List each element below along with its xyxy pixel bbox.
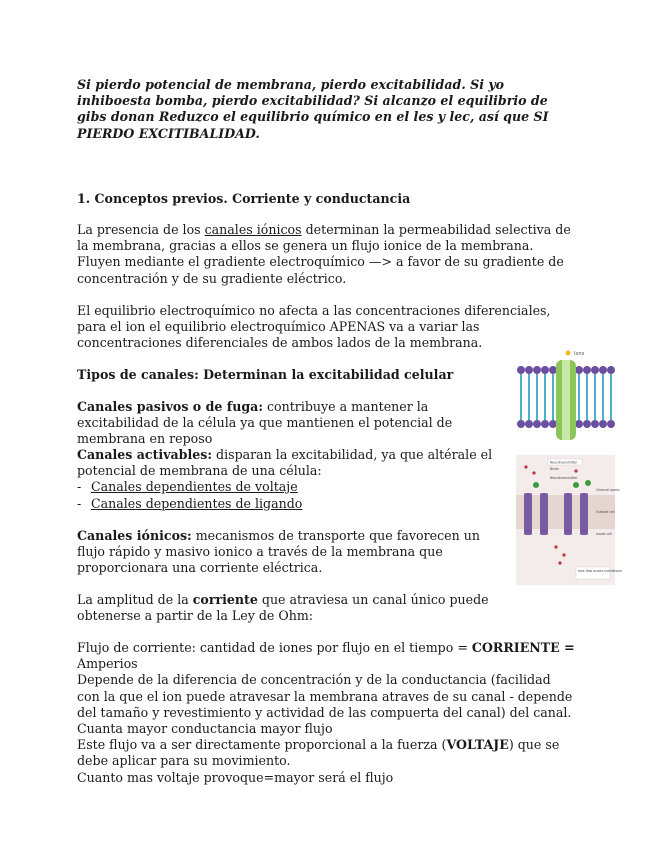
flujo-before: Flujo de corriente: cantidad de iones por flujo en el tiempo = — [77, 640, 472, 655]
line-mas-voltaje: Cuanto mas voltaje provoque=mayor será el flujo — [77, 769, 394, 785]
amplitud-after: que atraviesa un canal único puede obtenerse a partir de la Ley de Ohm: — [77, 592, 489, 624]
fig2-label-2: Neurotransmitter — [550, 476, 578, 480]
section-canales-activables — [77, 447, 502, 512]
flujo-bold: CORRIENTE = — [471, 640, 575, 655]
label-canales-activables: Canales activables: — [77, 447, 213, 462]
line-conductancia: Cuanta mayor conductancia mayor flujo — [77, 721, 333, 737]
paragraph-canales-activables — [77, 447, 502, 479]
section-flujo-corriente — [77, 640, 577, 786]
membrane-channel-figure — [516, 346, 615, 451]
fig1-label: Ions — [574, 351, 585, 357]
paragraph-canales-pasivos — [77, 399, 502, 448]
text-canales-activables: disparan la excitabilidad, ya que altérale el potencial de membrana de una célula: — [77, 447, 493, 479]
fig2-label-5: Inside cell — [596, 532, 612, 536]
fig2-label-0: Neurotransmitter — [550, 460, 578, 465]
fig2-label-6: Ions flow across membrane — [578, 569, 622, 573]
voltaje-bold: VOLTAJE — [446, 737, 509, 753]
line-depende: Depende de la diferencia de concentración y de la conductancia (facilidad con la que el ion puede atravesar la membrana atraves de su canal - depende del tamaño y revestimiento y actividad de las compuerta del canal) del canal. — [77, 672, 573, 720]
list-item — [77, 479, 502, 495]
p1-before: La presencia de los — [77, 222, 205, 237]
line-voltaje — [77, 737, 577, 769]
paragraph-canales-ionicos — [77, 528, 507, 577]
line-flujo — [77, 640, 577, 672]
label-canales-ionicos: Canales iónicos: — [77, 528, 192, 543]
fig2-label-4: Outside cell — [596, 510, 615, 514]
ligand-gated-channel-figure — [516, 455, 622, 585]
section-heading-conceptos: 1. Conceptos previos. Corriente y conductancia — [77, 191, 411, 206]
paragraph-amplitud — [77, 592, 507, 624]
intro-paragraph — [77, 77, 567, 142]
fig2-label-1: Binds — [550, 467, 559, 471]
paragraph-equilibrio: El equilibrio electroquímico no afecta a las concentraciones diferenciales, para el ion el equilibrio electroquímico APENAS va a variar las concentraciones diferenciales de ambos lados de la membrana. — [77, 303, 551, 351]
link-canales-voltaje[interactable]: Canales dependientes de voltaje — [91, 479, 298, 495]
list-canales-activables — [77, 479, 502, 511]
amplitud-before: La amplitud de la — [77, 592, 193, 607]
list-item — [77, 496, 502, 512]
text-canales-pasivos: contribuye a mantener la excitabilidad de la célula ya que mantienen el potencial de membrana en reposo — [77, 399, 453, 447]
intro-emphasis: SI PIERDO EXCITIBALIDAD. — [77, 109, 549, 141]
amplitud-bold: corriente — [192, 592, 258, 607]
text-canales-ionicos: mecanismos de transporte que favorecen un flujo rápido y masivo ionico a través de la membrana que proporcionara una corriente eléctrica. — [77, 528, 480, 576]
ion-icon — [566, 351, 571, 356]
voltaje-before: Este flujo va a ser directamente proporcional a la fuerza ( — [77, 737, 447, 753]
flujo-after: Amperios — [77, 656, 138, 672]
paragraph-canales — [77, 222, 577, 287]
link-canales-ionicos[interactable]: canales iónicos — [204, 222, 302, 237]
link-canales-ligando[interactable]: Canales dependientes de ligando — [91, 495, 303, 511]
p1-after: determinan la permeabilidad selectiva de la membrana, gracias a ellos se genera un flujo ionice de la membrana. Fluyen mediante el gradiente electroquímico —> a favor de su gradiente de concentración y de su gradiente eléctrico. — [77, 222, 571, 286]
fig2-label-3: Channel opens — [596, 488, 620, 492]
intro-text: Si pierdo potencial de membrana, pierdo excitabilidad. Si yo inhiboesta bomba, pierdo excitabilidad? Si alcanzo el equilibrio de gibs donan Reduzco el equilibrio químico en el les y lec, así que — [77, 77, 548, 125]
label-canales-pasivos: Canales pasivos o de fuga: — [77, 399, 263, 414]
voltaje-after: ) que se debe aplicar para su movimiento. — [77, 737, 560, 769]
section-heading-tipos-canales: Tipos de canales: Determinan la excitabilidad celular — [77, 367, 454, 382]
